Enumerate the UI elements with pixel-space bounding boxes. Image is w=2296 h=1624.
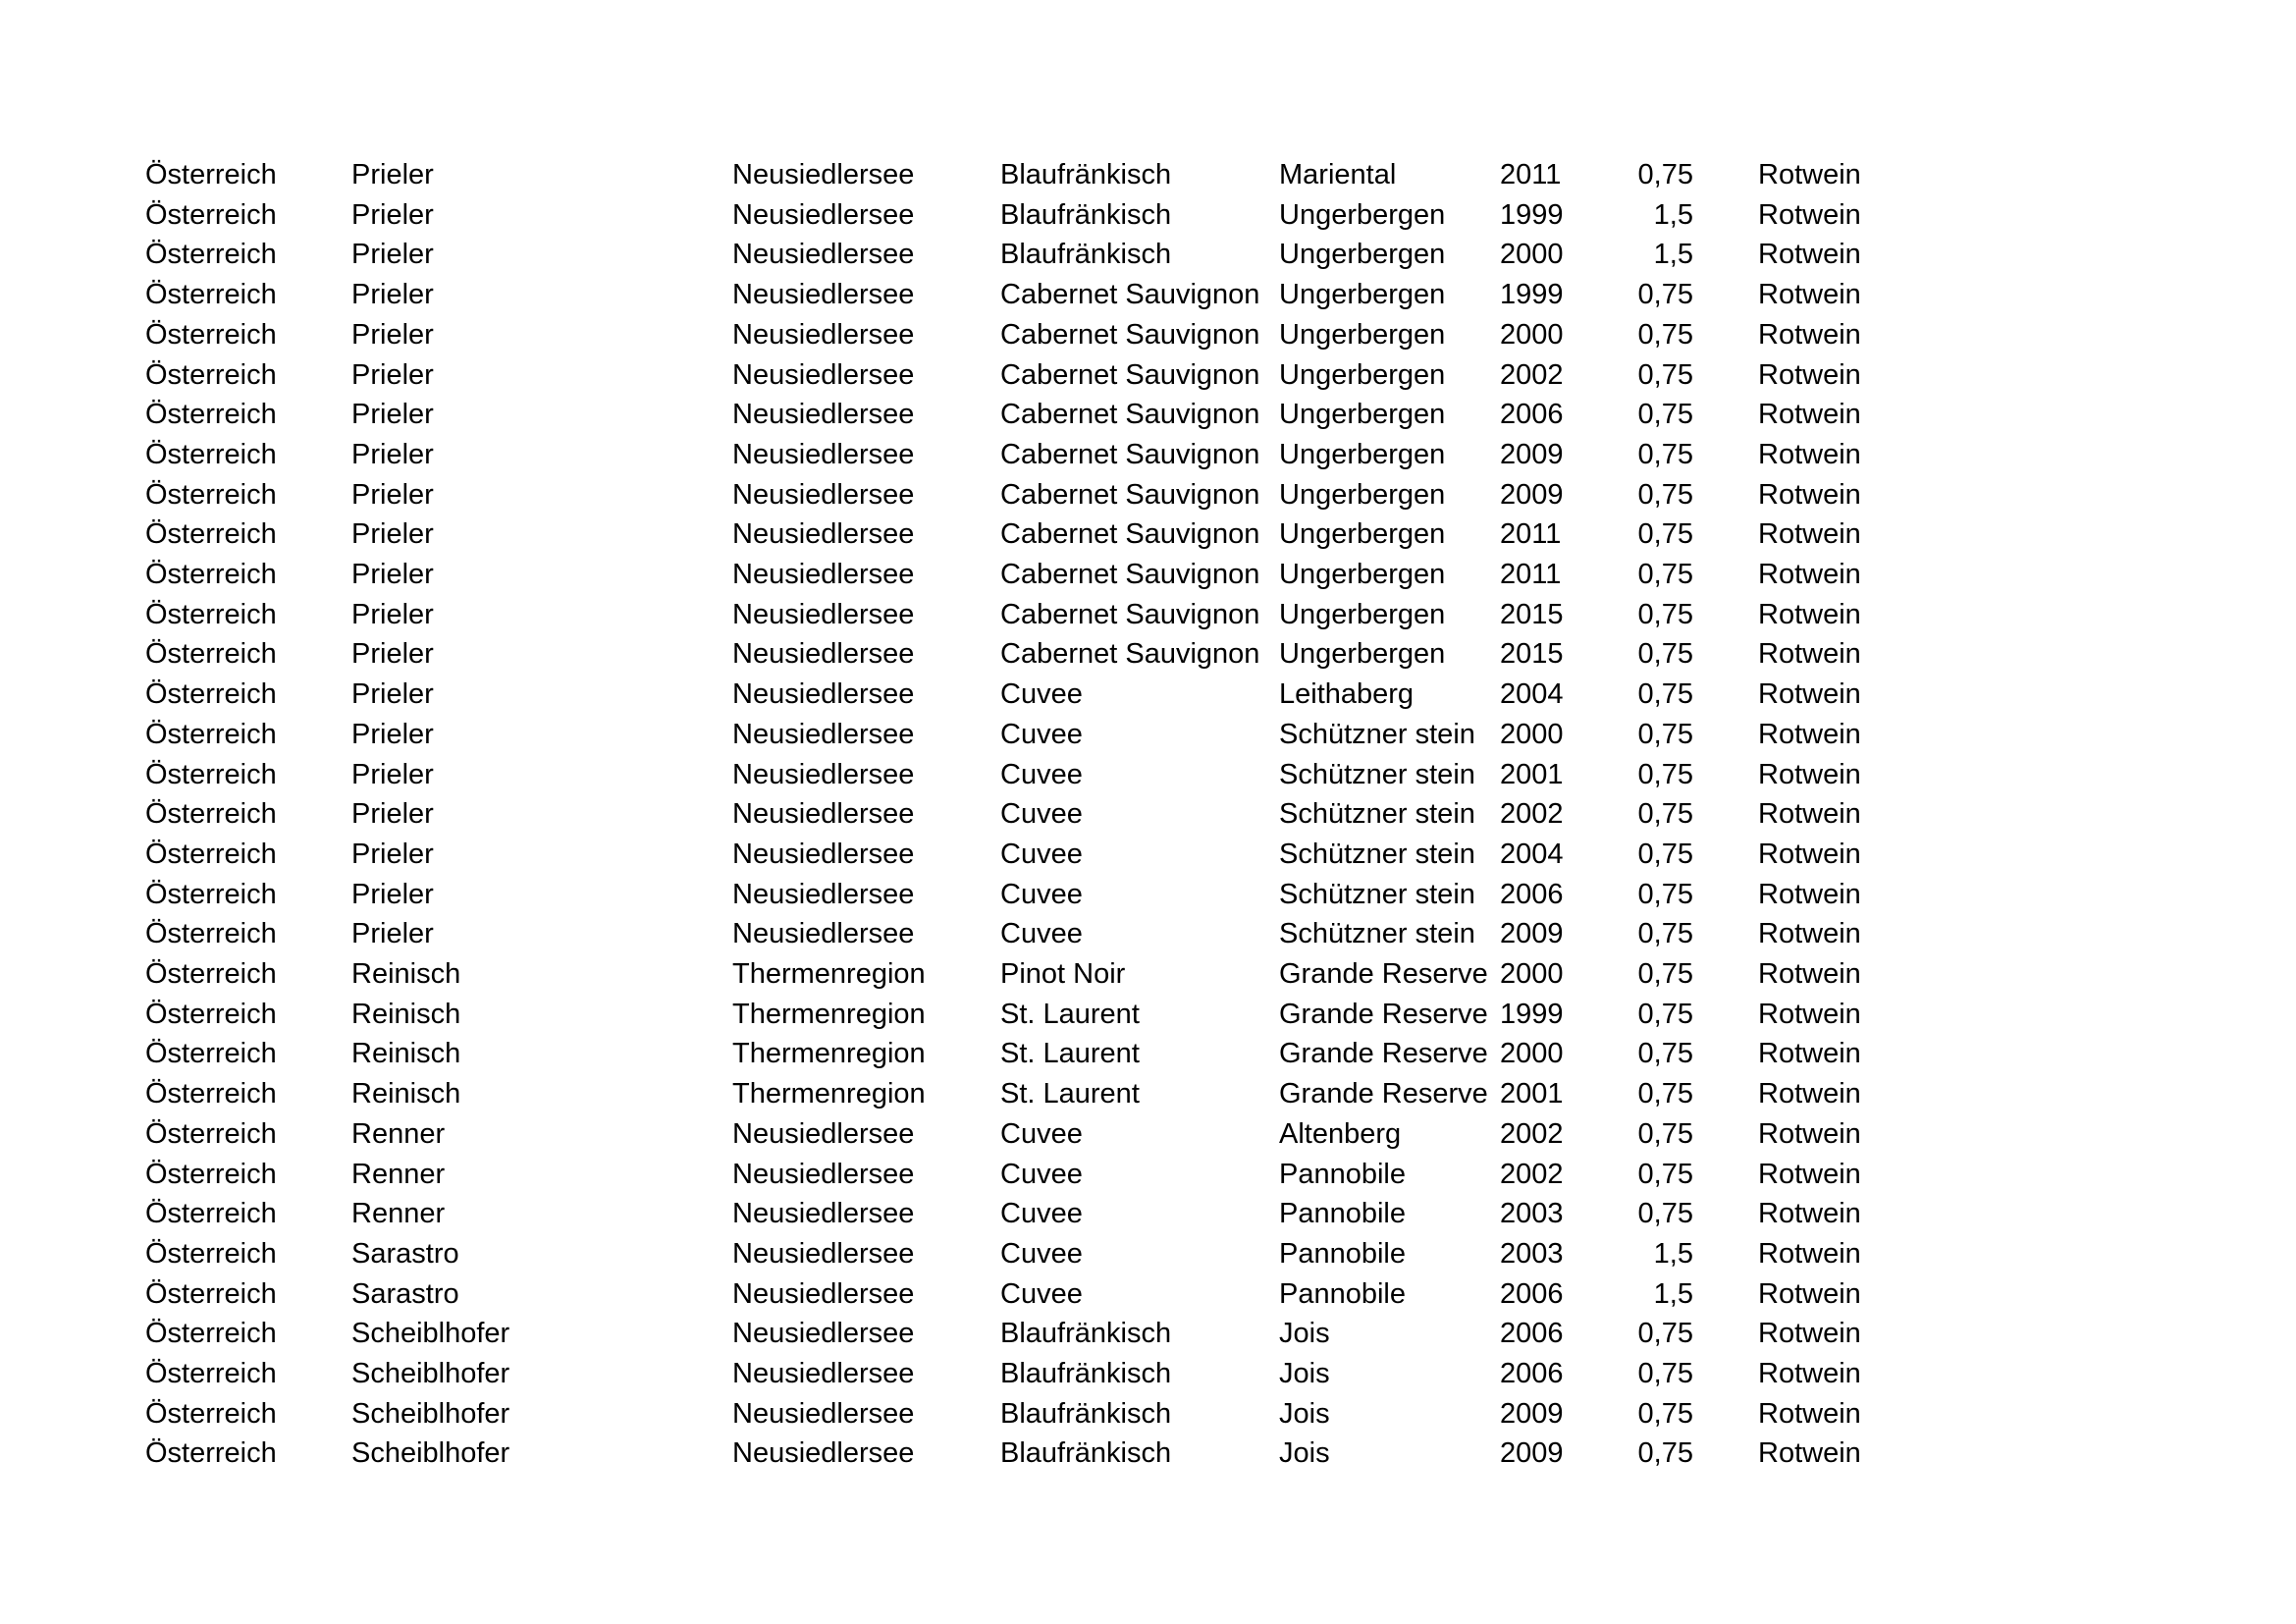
bottle-volume-cell: 0,75 xyxy=(1637,358,1693,391)
table-row xyxy=(0,1034,2296,1074)
region-cell: Neusiedlersee xyxy=(732,478,915,511)
site-cell: Schützner stein xyxy=(1279,838,1475,870)
country-cell: Österreich xyxy=(145,559,277,590)
producer-cell: Reinisch xyxy=(351,958,461,990)
grape-cell: Cuvee xyxy=(1000,1198,1083,1230)
wine-type-cell: Rotwein xyxy=(1758,1358,1861,1389)
wine-type-cell: Rotwein xyxy=(1758,918,1861,950)
region-cell: Neusiedlersee xyxy=(732,718,915,750)
site-cell: Schützner stein xyxy=(1279,918,1475,950)
table-row xyxy=(0,715,2296,755)
producer-cell: Prieler xyxy=(351,438,434,470)
bottle-volume-cell: 0,75 xyxy=(1637,478,1693,511)
vintage-cell: 1999 xyxy=(1500,198,1564,231)
bottle-volume-cell: 0,75 xyxy=(1637,438,1693,470)
region-cell: Neusiedlersee xyxy=(732,279,915,311)
producer-cell: Renner xyxy=(351,1158,446,1190)
region-cell: Neusiedlersee xyxy=(732,918,915,950)
grape-cell: St. Laurent xyxy=(1000,1038,1140,1070)
grape-cell: Blaufränkisch xyxy=(1000,1358,1172,1389)
site-cell: Ungerbergen xyxy=(1279,478,1446,511)
wine-type-cell: Rotwein xyxy=(1758,718,1861,750)
grape-cell: Cuvee xyxy=(1000,718,1083,750)
table-row xyxy=(0,995,2296,1035)
site-cell: Jois xyxy=(1279,1437,1330,1470)
site-cell: Grande Reserve xyxy=(1279,1038,1488,1070)
table-row xyxy=(0,1234,2296,1274)
vintage-cell: 2000 xyxy=(1500,958,1564,990)
region-cell: Neusiedlersee xyxy=(732,838,915,870)
producer-cell: Prieler xyxy=(351,559,434,590)
vintage-cell: 2006 xyxy=(1500,878,1564,910)
table-row xyxy=(0,875,2296,915)
table-row xyxy=(0,794,2296,835)
vintage-cell: 2006 xyxy=(1500,1277,1564,1310)
region-cell: Neusiedlersee xyxy=(732,399,915,431)
table-row xyxy=(0,1434,2296,1474)
site-cell: Grande Reserve xyxy=(1279,958,1488,990)
bottle-volume-cell: 0,75 xyxy=(1637,318,1693,351)
site-cell: Ungerbergen xyxy=(1279,399,1446,431)
bottle-volume-cell: 1,5 xyxy=(1653,239,1693,271)
bottle-volume-cell: 0,75 xyxy=(1637,1397,1693,1430)
wine-type-cell: Rotwein xyxy=(1758,478,1861,511)
table-row xyxy=(0,1114,2296,1155)
bottle-volume-cell: 0,75 xyxy=(1637,838,1693,870)
vintage-cell: 2001 xyxy=(1500,1078,1564,1110)
bottle-volume-cell: 0,75 xyxy=(1637,559,1693,590)
wine-type-cell: Rotwein xyxy=(1758,1198,1861,1230)
table-row xyxy=(0,1155,2296,1195)
producer-cell: Prieler xyxy=(351,878,434,910)
wine-type-cell: Rotwein xyxy=(1758,159,1861,190)
table-row xyxy=(0,595,2296,635)
grape-cell: Cuvee xyxy=(1000,918,1083,950)
vintage-cell: 2002 xyxy=(1500,1158,1564,1190)
country-cell: Österreich xyxy=(145,399,277,431)
region-cell: Neusiedlersee xyxy=(732,1318,915,1350)
grape-cell: Cabernet Sauvignon xyxy=(1000,478,1260,511)
country-cell: Österreich xyxy=(145,1237,277,1270)
region-cell: Neusiedlersee xyxy=(732,518,915,551)
producer-cell: Scheiblhofer xyxy=(351,1318,510,1350)
site-cell: Jois xyxy=(1279,1358,1330,1389)
country-cell: Österreich xyxy=(145,1198,277,1230)
producer-cell: Sarastro xyxy=(351,1277,459,1310)
grape-cell: Cabernet Sauvignon xyxy=(1000,279,1260,311)
producer-cell: Sarastro xyxy=(351,1237,459,1270)
wine-type-cell: Rotwein xyxy=(1758,998,1861,1030)
vintage-cell: 2015 xyxy=(1500,638,1564,671)
wine-type-cell: Rotwein xyxy=(1758,1437,1861,1470)
site-cell: Schützner stein xyxy=(1279,798,1475,831)
producer-cell: Scheiblhofer xyxy=(351,1397,510,1430)
producer-cell: Prieler xyxy=(351,239,434,271)
country-cell: Österreich xyxy=(145,1038,277,1070)
wine-type-cell: Rotwein xyxy=(1758,838,1861,870)
country-cell: Österreich xyxy=(145,758,277,790)
vintage-cell: 1999 xyxy=(1500,998,1564,1030)
producer-cell: Prieler xyxy=(351,198,434,231)
region-cell: Neusiedlersee xyxy=(732,758,915,790)
vintage-cell: 2006 xyxy=(1500,1358,1564,1389)
country-cell: Österreich xyxy=(145,998,277,1030)
country-cell: Österreich xyxy=(145,718,277,750)
vintage-cell: 2004 xyxy=(1500,678,1564,711)
vintage-cell: 2000 xyxy=(1500,318,1564,351)
country-cell: Österreich xyxy=(145,638,277,671)
wine-type-cell: Rotwein xyxy=(1758,758,1861,790)
site-cell: Pannobile xyxy=(1279,1158,1406,1190)
country-cell: Österreich xyxy=(145,1358,277,1389)
country-cell: Österreich xyxy=(145,1117,277,1150)
grape-cell: Cuvee xyxy=(1000,878,1083,910)
producer-cell: Prieler xyxy=(351,638,434,671)
grape-cell: Pinot Noir xyxy=(1000,958,1126,990)
region-cell: Neusiedlersee xyxy=(732,878,915,910)
wine-type-cell: Rotwein xyxy=(1758,1277,1861,1310)
bottle-volume-cell: 1,5 xyxy=(1653,198,1693,231)
table-row xyxy=(0,235,2296,275)
site-cell: Jois xyxy=(1279,1397,1330,1430)
country-cell: Österreich xyxy=(145,1078,277,1110)
country-cell: Österreich xyxy=(145,1158,277,1190)
wine-type-cell: Rotwein xyxy=(1758,958,1861,990)
grape-cell: Blaufränkisch xyxy=(1000,1397,1172,1430)
producer-cell: Scheiblhofer xyxy=(351,1437,510,1470)
wine-type-cell: Rotwein xyxy=(1758,1078,1861,1110)
vintage-cell: 2009 xyxy=(1500,478,1564,511)
country-cell: Österreich xyxy=(145,279,277,311)
table-row xyxy=(0,195,2296,236)
country-cell: Österreich xyxy=(145,678,277,711)
grape-cell: Cuvee xyxy=(1000,758,1083,790)
site-cell: Ungerbergen xyxy=(1279,318,1446,351)
wine-type-cell: Rotwein xyxy=(1758,878,1861,910)
table-row xyxy=(0,435,2296,475)
table-row xyxy=(0,514,2296,555)
site-cell: Mariental xyxy=(1279,159,1397,190)
wine-type-cell: Rotwein xyxy=(1758,438,1861,470)
region-cell: Thermenregion xyxy=(732,1078,926,1110)
vintage-cell: 2009 xyxy=(1500,918,1564,950)
country-cell: Österreich xyxy=(145,1318,277,1350)
region-cell: Neusiedlersee xyxy=(732,239,915,271)
grape-cell: Blaufränkisch xyxy=(1000,198,1172,231)
table-row xyxy=(0,475,2296,515)
vintage-cell: 2006 xyxy=(1500,399,1564,431)
wine-type-cell: Rotwein xyxy=(1758,1318,1861,1350)
producer-cell: Prieler xyxy=(351,838,434,870)
region-cell: Neusiedlersee xyxy=(732,1358,915,1389)
site-cell: Pannobile xyxy=(1279,1198,1406,1230)
table-row xyxy=(0,914,2296,954)
site-cell: Ungerbergen xyxy=(1279,358,1446,391)
country-cell: Österreich xyxy=(145,438,277,470)
vintage-cell: 2006 xyxy=(1500,1318,1564,1350)
wine-type-cell: Rotwein xyxy=(1758,1158,1861,1190)
producer-cell: Prieler xyxy=(351,918,434,950)
wine-type-cell: Rotwein xyxy=(1758,358,1861,391)
bottle-volume-cell: 0,75 xyxy=(1637,598,1693,630)
producer-cell: Prieler xyxy=(351,318,434,351)
producer-cell: Prieler xyxy=(351,798,434,831)
wine-type-cell: Rotwein xyxy=(1758,239,1861,271)
bottle-volume-cell: 1,5 xyxy=(1653,1277,1693,1310)
site-cell: Ungerbergen xyxy=(1279,638,1446,671)
bottle-volume-cell: 0,75 xyxy=(1637,1117,1693,1150)
table-row xyxy=(0,835,2296,875)
site-cell: Ungerbergen xyxy=(1279,598,1446,630)
bottle-volume-cell: 0,75 xyxy=(1637,878,1693,910)
wine-type-cell: Rotwein xyxy=(1758,1038,1861,1070)
producer-cell: Prieler xyxy=(351,678,434,711)
region-cell: Neusiedlersee xyxy=(732,1117,915,1150)
table-row xyxy=(0,155,2296,195)
grape-cell: Cabernet Sauvignon xyxy=(1000,598,1260,630)
producer-cell: Scheiblhofer xyxy=(351,1358,510,1389)
table-row xyxy=(0,355,2296,396)
vintage-cell: 2002 xyxy=(1500,1117,1564,1150)
site-cell: Pannobile xyxy=(1279,1237,1406,1270)
country-cell: Österreich xyxy=(145,838,277,870)
site-cell: Ungerbergen xyxy=(1279,559,1446,590)
region-cell: Neusiedlersee xyxy=(732,318,915,351)
producer-cell: Prieler xyxy=(351,518,434,551)
grape-cell: Cabernet Sauvignon xyxy=(1000,318,1260,351)
table-row xyxy=(0,954,2296,995)
wine-type-cell: Rotwein xyxy=(1758,1237,1861,1270)
wine-type-cell: Rotwein xyxy=(1758,279,1861,311)
country-cell: Österreich xyxy=(145,958,277,990)
table-row xyxy=(0,395,2296,435)
table-row xyxy=(0,1274,2296,1315)
country-cell: Österreich xyxy=(145,798,277,831)
vintage-cell: 2011 xyxy=(1500,518,1562,551)
grape-cell: Cuvee xyxy=(1000,678,1083,711)
bottle-volume-cell: 0,75 xyxy=(1637,518,1693,551)
country-cell: Österreich xyxy=(145,598,277,630)
wine-type-cell: Rotwein xyxy=(1758,798,1861,831)
region-cell: Neusiedlersee xyxy=(732,159,915,190)
grape-cell: Cuvee xyxy=(1000,1158,1083,1190)
grape-cell: Cabernet Sauvignon xyxy=(1000,358,1260,391)
vintage-cell: 2000 xyxy=(1500,718,1564,750)
table-row xyxy=(0,1194,2296,1234)
producer-cell: Prieler xyxy=(351,758,434,790)
producer-cell: Prieler xyxy=(351,358,434,391)
table-row xyxy=(0,675,2296,715)
bottle-volume-cell: 0,75 xyxy=(1637,159,1693,190)
region-cell: Neusiedlersee xyxy=(732,358,915,391)
grape-cell: St. Laurent xyxy=(1000,998,1140,1030)
bottle-volume-cell: 0,75 xyxy=(1637,958,1693,990)
bottle-volume-cell: 0,75 xyxy=(1637,1437,1693,1470)
wine-type-cell: Rotwein xyxy=(1758,1397,1861,1430)
wine-type-cell: Rotwein xyxy=(1758,559,1861,590)
producer-cell: Prieler xyxy=(351,279,434,311)
grape-cell: Cabernet Sauvignon xyxy=(1000,438,1260,470)
region-cell: Neusiedlersee xyxy=(732,198,915,231)
wine-type-cell: Rotwein xyxy=(1758,598,1861,630)
region-cell: Neusiedlersee xyxy=(732,638,915,671)
grape-cell: Cabernet Sauvignon xyxy=(1000,518,1260,551)
site-cell: Schützner stein xyxy=(1279,718,1475,750)
grape-cell: St. Laurent xyxy=(1000,1078,1140,1110)
bottle-volume-cell: 0,75 xyxy=(1637,1198,1693,1230)
region-cell: Neusiedlersee xyxy=(732,1198,915,1230)
bottle-volume-cell: 0,75 xyxy=(1637,1158,1693,1190)
region-cell: Neusiedlersee xyxy=(732,1397,915,1430)
wine-type-cell: Rotwein xyxy=(1758,198,1861,231)
bottle-volume-cell: 0,75 xyxy=(1637,1318,1693,1350)
site-cell: Ungerbergen xyxy=(1279,438,1446,470)
country-cell: Österreich xyxy=(145,918,277,950)
producer-cell: Prieler xyxy=(351,478,434,511)
vintage-cell: 2003 xyxy=(1500,1237,1564,1270)
grape-cell: Blaufränkisch xyxy=(1000,239,1172,271)
bottle-volume-cell: 0,75 xyxy=(1637,798,1693,831)
site-cell: Schützner stein xyxy=(1279,878,1475,910)
wine-type-cell: Rotwein xyxy=(1758,1117,1861,1150)
vintage-cell: 2001 xyxy=(1500,758,1564,790)
site-cell: Ungerbergen xyxy=(1279,239,1446,271)
region-cell: Thermenregion xyxy=(732,1038,926,1070)
grape-cell: Cabernet Sauvignon xyxy=(1000,399,1260,431)
country-cell: Österreich xyxy=(145,159,277,190)
table-row xyxy=(0,555,2296,595)
producer-cell: Renner xyxy=(351,1117,446,1150)
bottle-volume-cell: 0,75 xyxy=(1637,1078,1693,1110)
producer-cell: Reinisch xyxy=(351,998,461,1030)
grape-cell: Blaufränkisch xyxy=(1000,159,1172,190)
bottle-volume-cell: 0,75 xyxy=(1637,678,1693,711)
wine-type-cell: Rotwein xyxy=(1758,318,1861,351)
site-cell: Ungerbergen xyxy=(1279,279,1446,311)
country-cell: Österreich xyxy=(145,1397,277,1430)
table-row xyxy=(0,315,2296,355)
table-row xyxy=(0,275,2296,315)
site-cell: Ungerbergen xyxy=(1279,518,1446,551)
vintage-cell: 1999 xyxy=(1500,279,1564,311)
producer-cell: Prieler xyxy=(351,159,434,190)
bottle-volume-cell: 0,75 xyxy=(1637,998,1693,1030)
site-cell: Jois xyxy=(1279,1318,1330,1350)
bottle-volume-cell: 0,75 xyxy=(1637,279,1693,311)
producer-cell: Renner xyxy=(351,1198,446,1230)
country-cell: Österreich xyxy=(145,878,277,910)
bottle-volume-cell: 0,75 xyxy=(1637,399,1693,431)
bottle-volume-cell: 0,75 xyxy=(1637,918,1693,950)
producer-cell: Reinisch xyxy=(351,1038,461,1070)
site-cell: Schützner stein xyxy=(1279,758,1475,790)
bottle-volume-cell: 0,75 xyxy=(1637,1038,1693,1070)
region-cell: Neusiedlersee xyxy=(732,678,915,711)
table-row xyxy=(0,1354,2296,1394)
vintage-cell: 2002 xyxy=(1500,358,1564,391)
site-cell: Leithaberg xyxy=(1279,678,1415,711)
site-cell: Grande Reserve xyxy=(1279,998,1488,1030)
wine-type-cell: Rotwein xyxy=(1758,399,1861,431)
wine-type-cell: Rotwein xyxy=(1758,678,1861,711)
grape-cell: Cuvee xyxy=(1000,1117,1083,1150)
vintage-cell: 2000 xyxy=(1500,239,1564,271)
site-cell: Pannobile xyxy=(1279,1277,1406,1310)
country-cell: Österreich xyxy=(145,1277,277,1310)
site-cell: Ungerbergen xyxy=(1279,198,1446,231)
country-cell: Österreich xyxy=(145,239,277,271)
region-cell: Neusiedlersee xyxy=(732,1237,915,1270)
vintage-cell: 2009 xyxy=(1500,1397,1564,1430)
producer-cell: Prieler xyxy=(351,598,434,630)
grape-cell: Blaufränkisch xyxy=(1000,1437,1172,1470)
producer-cell: Prieler xyxy=(351,718,434,750)
grape-cell: Cabernet Sauvignon xyxy=(1000,559,1260,590)
grape-cell: Cuvee xyxy=(1000,798,1083,831)
bottle-volume-cell: 0,75 xyxy=(1637,638,1693,671)
vintage-cell: 2004 xyxy=(1500,838,1564,870)
region-cell: Neusiedlersee xyxy=(732,438,915,470)
table-row xyxy=(0,1394,2296,1435)
table-row xyxy=(0,634,2296,675)
bottle-volume-cell: 1,5 xyxy=(1653,1237,1693,1270)
region-cell: Neusiedlersee xyxy=(732,1158,915,1190)
bottle-volume-cell: 0,75 xyxy=(1637,718,1693,750)
bottle-volume-cell: 0,75 xyxy=(1637,1358,1693,1389)
table-row xyxy=(0,755,2296,795)
country-cell: Österreich xyxy=(145,478,277,511)
producer-cell: Reinisch xyxy=(351,1078,461,1110)
vintage-cell: 2009 xyxy=(1500,438,1564,470)
grape-cell: Blaufränkisch xyxy=(1000,1318,1172,1350)
grape-cell: Cabernet Sauvignon xyxy=(1000,638,1260,671)
grape-cell: Cuvee xyxy=(1000,1277,1083,1310)
site-cell: Altenberg xyxy=(1279,1117,1402,1150)
region-cell: Thermenregion xyxy=(732,998,926,1030)
vintage-cell: 2011 xyxy=(1500,159,1562,190)
wine-type-cell: Rotwein xyxy=(1758,518,1861,551)
vintage-cell: 2011 xyxy=(1500,559,1562,590)
country-cell: Österreich xyxy=(145,318,277,351)
vintage-cell: 2000 xyxy=(1500,1038,1564,1070)
vintage-cell: 2003 xyxy=(1500,1198,1564,1230)
grape-cell: Cuvee xyxy=(1000,838,1083,870)
vintage-cell: 2002 xyxy=(1500,798,1564,831)
region-cell: Thermenregion xyxy=(732,958,926,990)
grape-cell: Cuvee xyxy=(1000,1237,1083,1270)
vintage-cell: 2015 xyxy=(1500,598,1564,630)
producer-cell: Prieler xyxy=(351,399,434,431)
region-cell: Neusiedlersee xyxy=(732,559,915,590)
country-cell: Österreich xyxy=(145,198,277,231)
site-cell: Grande Reserve xyxy=(1279,1078,1488,1110)
country-cell: Österreich xyxy=(145,358,277,391)
bottle-volume-cell: 0,75 xyxy=(1637,758,1693,790)
wine-type-cell: Rotwein xyxy=(1758,638,1861,671)
region-cell: Neusiedlersee xyxy=(732,598,915,630)
country-cell: Österreich xyxy=(145,1437,277,1470)
vintage-cell: 2009 xyxy=(1500,1437,1564,1470)
region-cell: Neusiedlersee xyxy=(732,1437,915,1470)
table-row xyxy=(0,1314,2296,1354)
region-cell: Neusiedlersee xyxy=(732,798,915,831)
region-cell: Neusiedlersee xyxy=(732,1277,915,1310)
country-cell: Österreich xyxy=(145,518,277,551)
table-row xyxy=(0,1074,2296,1114)
